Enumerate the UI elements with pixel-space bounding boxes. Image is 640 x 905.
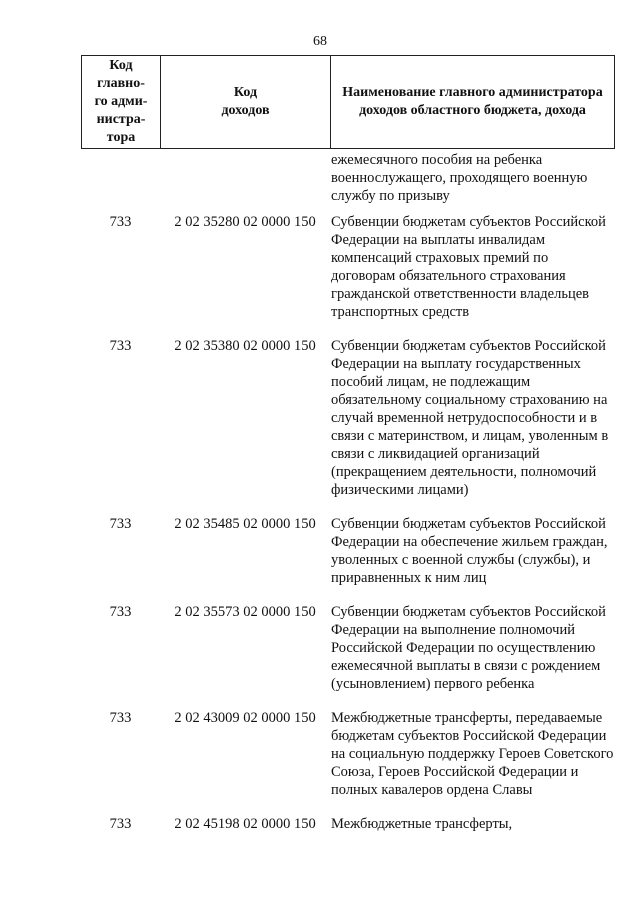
name-cell: Субвенции бюджетам субъектов Российской Федерации на выплаты инвалидам компенсаций страховых премий по договорам обязательного страхования гражданской ответственности владельцев транспортных средств: [331, 214, 606, 320]
name-cell: Субвенции бюджетам субъектов Российской Федерации на выплату государственных пособий лицам, не подлежащим обязательному социальному страхованию на случай временной нетрудоспособности и в связи с материнством, и лицам, уволенным в связи с ликвидацией организаций (прекращением деятельности, полномочий физическими лицами): [331, 338, 609, 498]
income-code-cell: 2 02 45198 02 0000 150: [174, 816, 316, 832]
name-cell: Субвенции бюджетам субъектов Российской Федерации на обеспечение жильем граждан, уволенных с военной службы (службы), и приравненных к ним лиц: [331, 516, 608, 586]
table-header: [81, 55, 615, 149]
admin-code-cell: 733: [109, 816, 132, 832]
table-body: [81, 151, 615, 849]
name-cell: Межбюджетные трансферты, передаваемые бюджетам субъектов Российской Федерации на социальную поддержку Героев Советского Союза, Героев Российской Федерации и полных кавалеров ордена Славы: [331, 710, 614, 798]
header-income-code: Код доходов: [161, 56, 331, 148]
income-code-cell: 2 02 35280 02 0000 150: [174, 214, 316, 230]
table-row: [81, 815, 615, 833]
table-row: [81, 515, 615, 587]
admin-code-cell: 733: [109, 710, 132, 726]
header-admin-code: Код главно- го адми- нистра- тора: [82, 56, 161, 148]
page-number: 68: [313, 34, 327, 49]
admin-code-cell: 733: [109, 338, 132, 354]
admin-code-cell: 733: [109, 214, 132, 230]
table-row: [81, 337, 615, 499]
table-row: [81, 603, 615, 693]
income-code-cell: 2 02 35573 02 0000 150: [174, 604, 316, 620]
table-row: [81, 709, 615, 799]
admin-code-cell: 733: [109, 516, 132, 532]
income-code-cell: 2 02 43009 02 0000 150: [174, 710, 316, 726]
table-row: [81, 213, 615, 321]
table-row: [81, 151, 615, 205]
admin-code-cell: 733: [109, 604, 132, 620]
name-cell: ежемесячного пособия на ребенка военнослужащего, проходящего военную службу по призыву: [331, 152, 588, 204]
header-name: Наименование главного администратора доходов областного бюджета, дохода: [342, 85, 603, 118]
income-code-cell: 2 02 35485 02 0000 150: [174, 516, 316, 532]
name-cell: Межбюджетные трансферты,: [331, 816, 513, 832]
name-cell: Субвенции бюджетам субъектов Российской Федерации на выполнение полномочий Российской Федерации по осуществлению ежемесячной выплаты в связи с рождением (усыновлением) первого ребенка: [331, 604, 606, 692]
income-code-cell: 2 02 35380 02 0000 150: [174, 338, 316, 354]
